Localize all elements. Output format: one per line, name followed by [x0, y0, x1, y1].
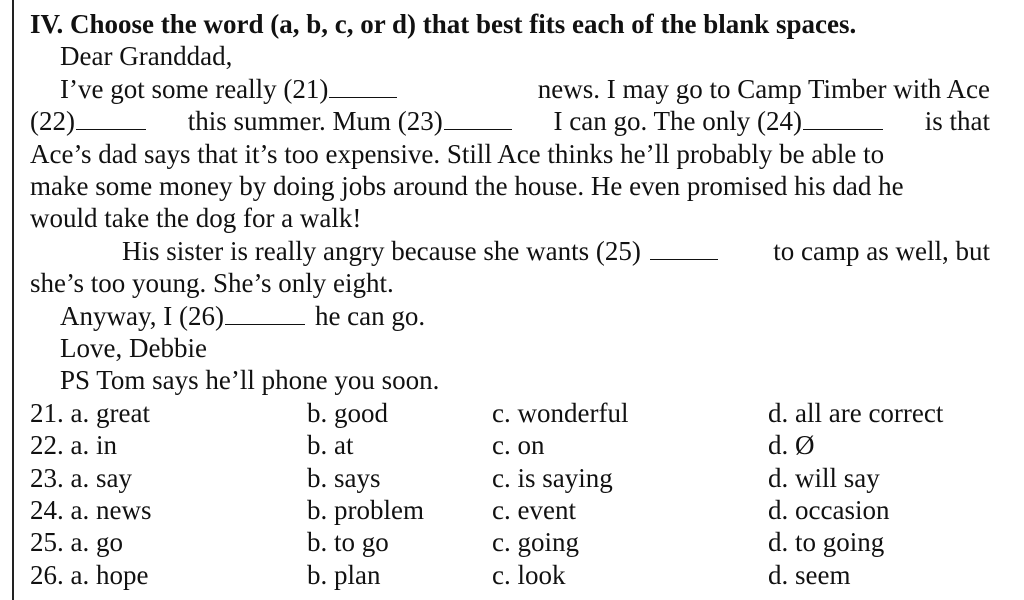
exercise-page — [30, 8, 990, 591]
blank-21[interactable] — [329, 73, 397, 98]
paragraph-1-line-3 — [30, 138, 990, 170]
paragraph-2-line-2: she’s too young. She’s only eight. — [30, 268, 394, 299]
paragraph-2-line-1 — [30, 235, 990, 267]
option-a[interactable]: 21. a. great — [30, 397, 150, 428]
text-segment: His sister is really angry because she wants (25) — [122, 235, 641, 266]
paragraph-1-line-4 — [30, 170, 990, 202]
blank-22[interactable] — [76, 105, 146, 130]
option-c[interactable]: c. event — [492, 495, 576, 526]
option-b[interactable]: b. at — [307, 430, 354, 461]
blank-25[interactable] — [650, 235, 718, 260]
text-segment: (22) — [30, 106, 75, 137]
option-row-25 — [30, 526, 990, 558]
option-d[interactable]: d. will say — [768, 462, 880, 493]
letter-closing: Love, Debbie — [60, 333, 207, 364]
option-d[interactable]: d. occasion — [768, 495, 890, 526]
option-d[interactable]: d. seem — [768, 559, 851, 590]
text-segment: to camp as well, but — [773, 235, 990, 266]
text-segment: I’ve got some really (21) — [60, 73, 329, 104]
option-a[interactable]: 25. a. go — [30, 527, 123, 558]
option-d[interactable]: d. Ø — [768, 430, 815, 461]
option-row-24 — [30, 494, 990, 526]
blank-24[interactable] — [803, 105, 883, 130]
letter-greeting: Dear Granddad, — [60, 41, 233, 72]
option-row-22 — [30, 429, 990, 461]
option-d[interactable]: d. to going — [768, 527, 885, 558]
text-segment: I can go. The only (24) — [553, 106, 802, 137]
paragraph-1-line-2 — [30, 105, 990, 137]
option-c[interactable]: c. on — [492, 430, 545, 461]
option-b[interactable]: b. good — [307, 397, 388, 428]
option-b[interactable]: b. problem — [307, 495, 424, 526]
blank-23[interactable] — [444, 105, 512, 130]
paragraph-1-line-1 — [30, 73, 990, 105]
option-a[interactable]: 22. a. in — [30, 430, 117, 461]
text-segment: make some money by doing jobs around the house. He even promised his dad he — [30, 171, 904, 202]
answer-options — [30, 397, 990, 591]
option-b[interactable]: b. says — [307, 462, 381, 493]
paragraph-3 — [30, 300, 990, 332]
blank-26[interactable] — [225, 300, 305, 325]
option-c[interactable]: c. is saying — [492, 462, 613, 493]
option-row-21 — [30, 397, 990, 429]
option-b[interactable]: b. plan — [307, 559, 381, 590]
option-a[interactable]: 23. a. say — [30, 462, 132, 493]
text-segment: he can go. — [314, 300, 426, 331]
text-segment: Ace’s dad says that it’s too expensive. Still Ace thinks he’ll probably be able to — [30, 138, 885, 169]
option-d[interactable]: d. all are correct — [768, 397, 944, 428]
text-segment: Anyway, I (26) — [60, 300, 224, 331]
option-c[interactable]: c. going — [492, 527, 579, 558]
text-segment: is that — [924, 106, 990, 137]
option-a[interactable]: 24. a. news — [30, 495, 152, 526]
left-margin-rule — [12, 0, 14, 600]
option-row-23 — [30, 462, 990, 494]
text-segment: news. I may go to Camp Timber with Ace — [537, 73, 990, 104]
option-b[interactable]: b. to go — [307, 527, 389, 558]
option-a[interactable]: 26. a. hope — [30, 559, 149, 590]
letter-postscript: PS Tom says he’ll phone you soon. — [60, 365, 440, 396]
exercise-title: IV. Choose the word (a, b, c, or d) that best fits each of the blank spaces. — [30, 9, 857, 39]
text-segment: this summer. Mum (23) — [187, 106, 443, 137]
option-row-26 — [30, 559, 990, 591]
paragraph-1-line-5: would take the dog for a walk! — [30, 203, 362, 234]
option-c[interactable]: c. look — [492, 559, 566, 590]
option-c[interactable]: c. wonderful — [492, 397, 629, 428]
